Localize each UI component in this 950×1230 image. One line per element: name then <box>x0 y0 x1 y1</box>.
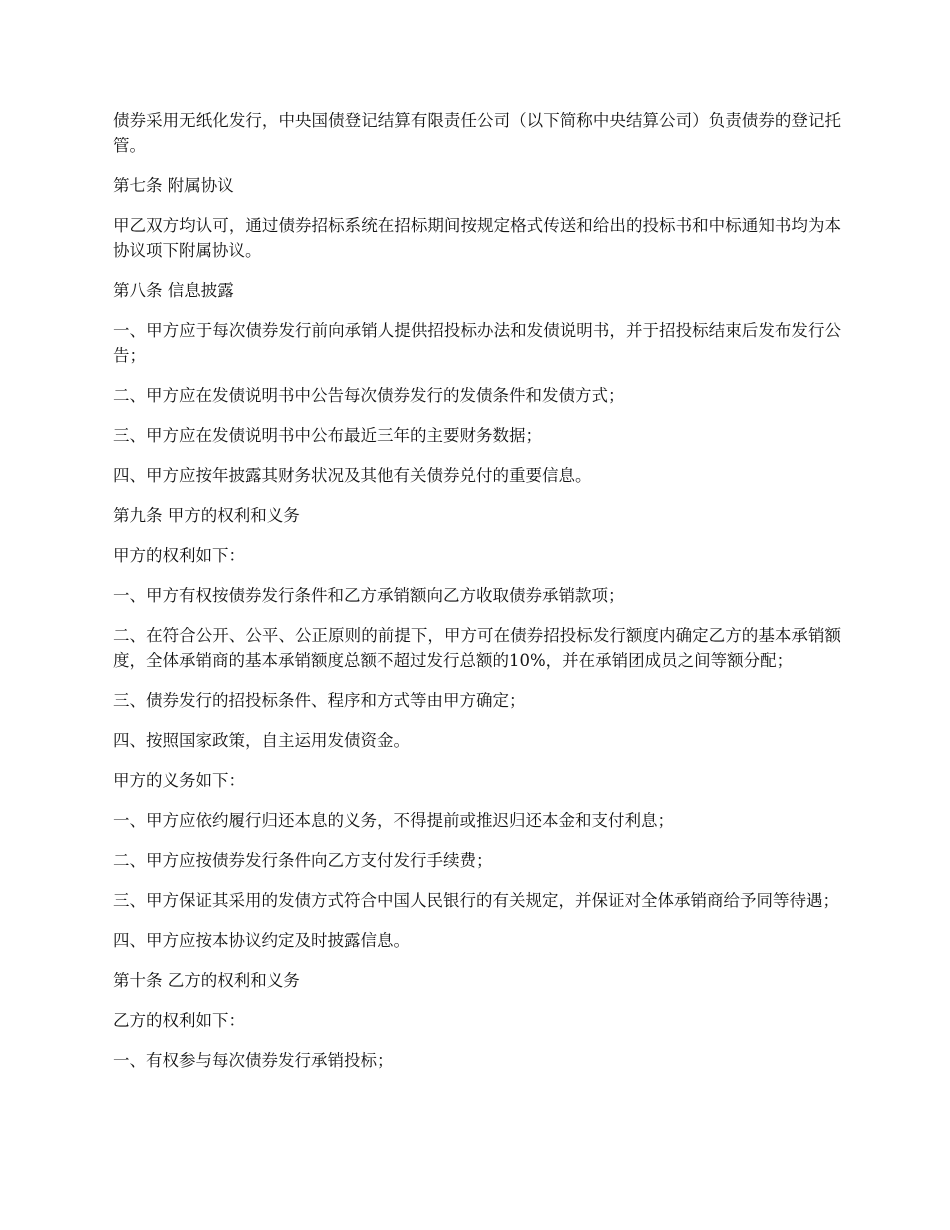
paragraph-party-b-rights-intro: 乙方的权利如下： <box>113 1011 245 1030</box>
paragraph-party-b-right-1: 一、有权参与每次债券发行承销投标； <box>113 1051 394 1070</box>
paragraph-party-a-duties-intro: 甲方的义务如下： <box>113 771 245 790</box>
paragraph-party-a-duty-1: 一、甲方应依约履行归还本息的义务，不得提前或推迟归还本金和支付利息； <box>113 811 674 830</box>
heading-article-7: 第七条 附属协议 <box>113 176 234 195</box>
paragraph-custody: 债券采用无纸化发行，中央国债登记结算有限责任公司（以下简称中央结算公司）负责债券的登记托管。 <box>113 111 841 155</box>
paragraph-attached-agreement: 甲乙双方均认可，通过债券招标系统在招标期间按规定格式传送和给出的投标书和中标通知书均为本协议项下附属协议。 <box>113 216 841 260</box>
document-body <box>113 108 841 1088</box>
heading-article-10: 第十条 乙方的权利和义务 <box>113 971 300 990</box>
paragraph-party-a-right-3: 三、债券发行的招投标条件、程序和方式等由甲方确定； <box>113 691 526 710</box>
paragraph-party-a-duty-4: 四、甲方应按本协议约定及时披露信息。 <box>113 931 410 950</box>
paragraph-party-a-duty-3: 三、甲方保证其采用的发债方式符合中国人民银行的有关规定，并保证对全体承销商给予同等待遇； <box>113 891 839 910</box>
paragraph-party-a-right-2: 二、在符合公开、公平、公正原则的前提下，甲方可在债券招投标发行额度内确定乙方的基本承销额度，全体承销商的基本承销额度总额不超过发行总额的10%，并在承销团成员之间等额分配； <box>113 626 841 670</box>
paragraph-disclosure-2: 二、甲方应在发债说明书中公告每次债券发行的发债条件和发债方式； <box>113 386 625 405</box>
heading-article-9: 第九条 甲方的权利和义务 <box>113 506 300 525</box>
paragraph-disclosure-1: 一、甲方应于每次债券发行前向承销人提供招投标办法和发债说明书，并于招投标结束后发布发行公告； <box>113 321 841 365</box>
heading-article-8: 第八条 信息披露 <box>113 281 234 300</box>
paragraph-party-a-duty-2: 二、甲方应按债券发行条件向乙方支付发行手续费； <box>113 851 493 870</box>
paragraph-disclosure-3: 三、甲方应在发债说明书中公布最近三年的主要财务数据； <box>113 426 542 445</box>
paragraph-party-a-rights-intro: 甲方的权利如下： <box>113 546 245 565</box>
paragraph-party-a-right-4: 四、按照国家政策，自主运用发债资金。 <box>113 731 410 750</box>
paragraph-party-a-right-1: 一、甲方有权按债券发行条件和乙方承销额向乙方收取债券承销款项； <box>113 586 625 605</box>
paragraph-disclosure-4: 四、甲方应按年披露其财务状况及其他有关债券兑付的重要信息。 <box>113 466 592 485</box>
